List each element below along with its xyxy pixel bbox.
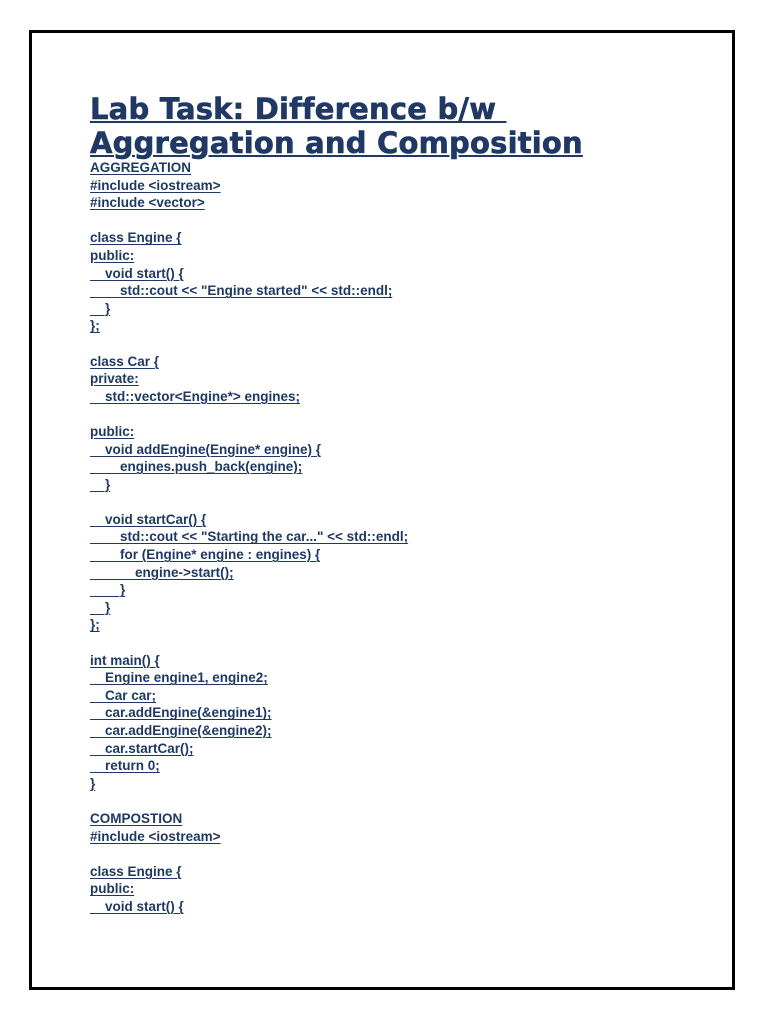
code-line [90,704,710,722]
code-line-text: engines.push_back(engine); [90,459,303,475]
code-line [90,441,710,459]
code-line [90,810,710,828]
code-line [90,229,710,247]
code-line [90,177,710,195]
code-line-text: Engine engine1, engine2; [90,670,268,686]
code-line [90,652,710,670]
code-line-text: Car car; [90,687,157,703]
code-line [90,546,710,564]
code-line-text: } [90,582,126,598]
code-line [90,159,710,177]
code-line-text: public: [90,247,135,263]
code-line [90,564,710,582]
code-line [90,775,710,793]
code-line [90,528,710,546]
code-line-text: public: [90,423,135,439]
code-line-text: engine->start(); [90,564,234,580]
code-line-text: } [90,599,111,615]
blank-line [90,335,710,353]
code-line [90,599,710,617]
code-line-text: private: [90,371,139,387]
code-line-text: #include <iostream> [90,177,221,193]
code-line [90,265,710,283]
code-line [90,757,710,775]
code-line-text: class Car { [90,353,160,369]
code-line [90,388,710,406]
code-line-text: } [90,775,96,791]
blank-line [90,493,710,511]
blank-line [90,634,710,652]
code-line-text: void start() { [90,898,184,914]
code-line-text: for (Engine* engine : engines) { [90,547,321,563]
code-line [90,282,710,300]
document-title [90,92,710,160]
code-line-text: car.addEngine(&engine1); [90,705,272,721]
blank-line [90,792,710,810]
code-line [90,722,710,740]
code-line-text: std::cout << "Starting the car..." << std::endl; [90,529,409,545]
code-line [90,247,710,265]
blank-line [90,845,710,863]
code-line-text: void start() { [90,265,184,281]
blank-line [90,212,710,230]
code-line [90,300,710,318]
document-content [90,92,710,916]
code-line [90,353,710,371]
code-line-text: int main() { [90,652,160,668]
code-line-text: AGGREGATION [90,160,191,175]
code-line-text: car.startCar(); [90,740,194,756]
code-line-text: } [90,300,111,316]
code-line-text: COMPOSTION [90,810,183,826]
code-line [90,423,710,441]
code-line [90,616,710,634]
code-line [90,669,710,687]
code-line-text: public: [90,881,135,897]
code-line-text: car.addEngine(&engine2); [90,723,272,738]
code-line [90,370,710,388]
title-line-2: Aggregation and Composition [90,126,583,160]
code-line [90,194,710,212]
code-line [90,828,710,846]
code-line-text: return 0; [90,758,160,774]
code-line [90,581,710,599]
code-line-text: }; [90,617,100,633]
code-line-text: void startCar() { [90,511,207,527]
code-line [90,511,710,529]
code-line [90,898,710,916]
code-line [90,476,710,494]
title-line-1: Lab Task: Difference b/w [90,92,507,126]
code-listing [90,159,710,916]
code-line [90,863,710,881]
code-line-text: std::vector<Engine*> engines; [90,388,301,404]
code-line-text: class Engine { [90,863,182,879]
code-line [90,317,710,335]
code-line [90,687,710,705]
code-line [90,740,710,758]
code-line [90,880,710,898]
code-line-text: #include <iostream> [90,828,221,844]
code-line-text: }; [90,318,100,334]
code-line-text: #include <vector> [90,195,205,211]
blank-line [90,405,710,423]
code-line [90,458,710,476]
code-line-text: } [90,476,111,492]
code-line-text: void addEngine(Engine* engine) { [90,441,322,457]
code-line-text: std::cout << "Engine started" << std::endl; [90,283,393,299]
code-line-text: class Engine { [90,230,182,246]
